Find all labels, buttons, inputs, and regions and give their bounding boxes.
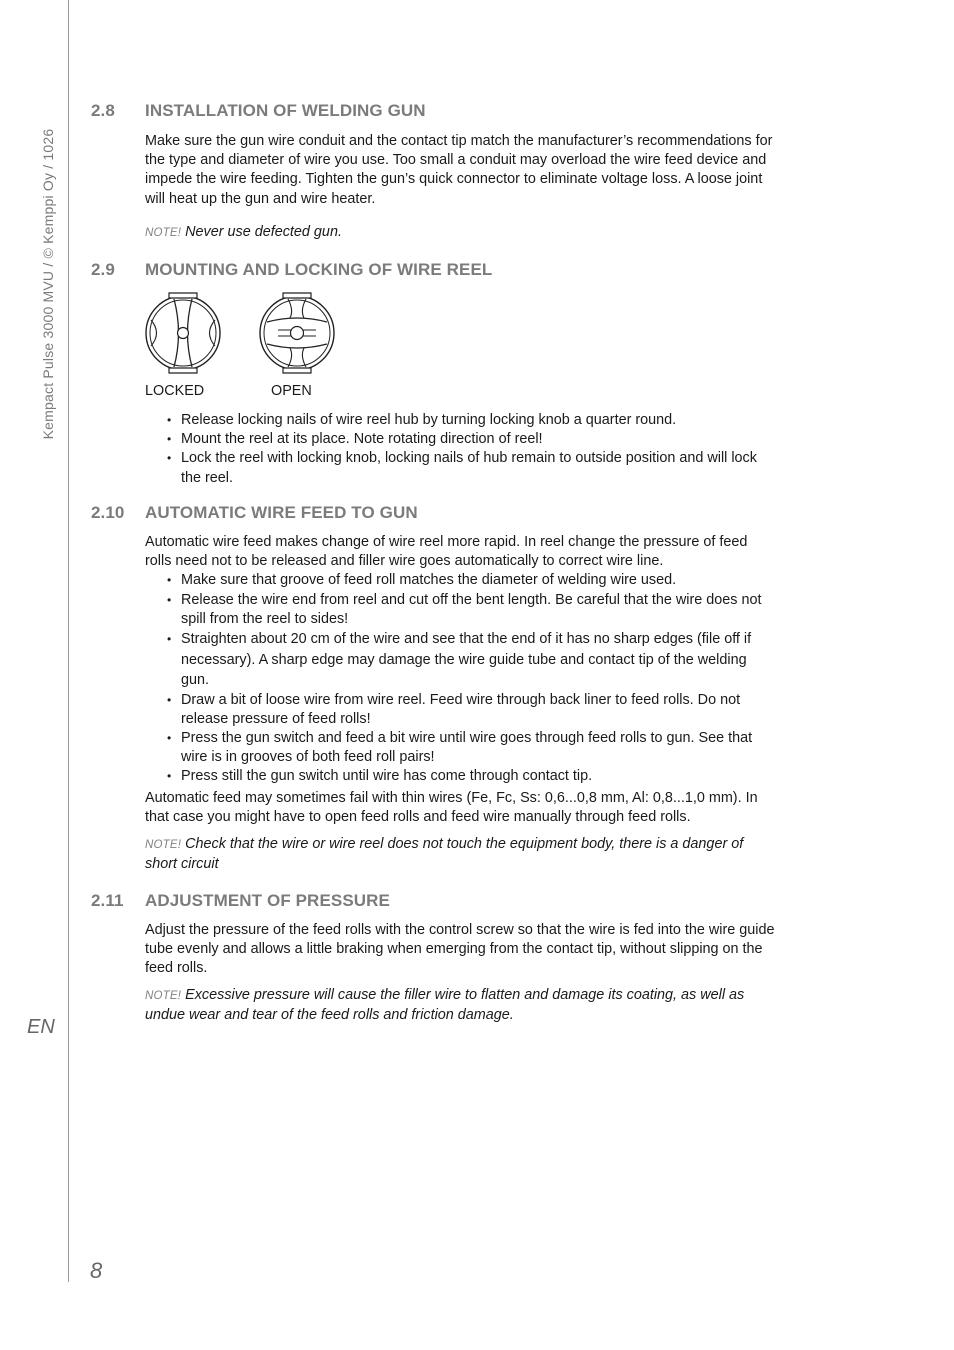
list-item: • Lock the reel with locking knob, locking nails of hub remain to outside position and will lock the reel. [145,449,775,487]
list-item: • Release locking nails of wire reel hub by turning locking knob a quarter round. [145,411,775,430]
section-2-8-heading [91,101,426,121]
list-item: • Straighten about 20 cm of the wire and see that the end of it has no sharp edges (file off if necessary). A sharp edge may damage the wire guide tube and contact tip of the welding gun. [145,629,775,691]
section-title: MOUNTING AND LOCKING OF WIRE REEL [145,260,493,279]
locked-reel-hub-illustration [144,290,224,376]
margin-rule [68,0,69,1282]
section-2-8-body [145,132,775,209]
note-text: Excessive pressure will cause the filler wire to flatten and damage its coating, as well as undue wear and tear of the feed rolls and friction damage. [145,987,745,1024]
section-2-11-note [145,986,775,1025]
section-2-9-heading [91,260,492,280]
paragraph: Make sure the gun wire conduit and the contact tip match the manufacturer’s recommendations for the type and diameter of wire you use. Too small a conduit may overload the wire feed device and impede the wire feeding. Tighten the gun’s quick connector to eliminate voltage loss. A loose joint will heat up the gun and wire heater. [145,133,773,207]
page-number: 8 [90,1258,103,1283]
section-title: AUTOMATIC WIRE FEED TO GUN [145,503,418,522]
list-item: • Draw a bit of loose wire from wire reel. Feed wire through back liner to feed rolls. Do not release pressure of feed rolls! [145,691,775,729]
section-title: INSTALLATION OF WELDING GUN [145,101,426,120]
note-tag: NOTE! [145,990,182,1002]
note-tag: NOTE! [145,227,182,239]
list-item: • Press still the gun switch until wire has come through contact tip. [145,767,775,786]
section-number: 2.11 [91,891,124,910]
list-item: • Release the wire end from reel and cut off the bent length. Be careful that the wire does not spill from the reel to sides! [145,591,775,629]
open-reel-hub-illustration [258,290,338,376]
section-2-9-bullets [145,411,775,488]
section-2-11-heading [91,891,390,911]
list-item: • Make sure that groove of feed roll matches the diameter of welding wire used. [145,571,775,590]
list-item: • Press the gun switch and feed a bit wire until wire goes through feed rolls to gun. See that wire is in grooves of both feed roll pairs! [145,729,775,767]
note-text: Never use defected gun. [185,224,342,240]
label-open: OPEN [271,383,312,399]
note-tag: NOTE! [145,839,182,851]
section-number: 2.10 [91,503,125,522]
label-locked: LOCKED [145,383,205,399]
paragraph: Automatic wire feed makes change of wire reel more rapid. In reel change the pressure of feed rolls need not to be released and filler wire goes automatically to correct wire line. [145,534,748,570]
section-2-10-heading [91,503,418,523]
section-2-8-note [145,223,775,243]
section-title: ADJUSTMENT OF PRESSURE [145,891,390,910]
list-item: • Mount the reel at its place. Note rotating direction of reel! [145,430,775,449]
section-2-10-body [145,533,775,827]
section-number: 2.9 [91,260,115,279]
section-number: 2.8 [91,101,115,120]
section-2-10-note [145,835,775,874]
note-text: Check that the wire or wire reel does not touch the equipment body, there is a danger of short circuit [145,836,744,873]
language-code: EN [27,1016,55,1038]
paragraph: Adjust the pressure of the feed rolls with the control screw so that the wire is fed into the wire guide tube evenly and allows a little braking when emerging from the contact tip, without slipping on the feed rolls. [145,922,775,977]
document-identifier: Kempact Pulse 3000 MVU / © Kemppi Oy / 1026 [40,128,56,440]
paragraph: Automatic feed may sometimes fail with thin wires (Fe, Fc, Ss: 0,6...0,8 mm, Al: 0,8...1,0 mm). In that case you might have to open feed rolls and feed wire manually through feed rolls. [145,789,758,825]
section-2-11-body [145,921,775,979]
